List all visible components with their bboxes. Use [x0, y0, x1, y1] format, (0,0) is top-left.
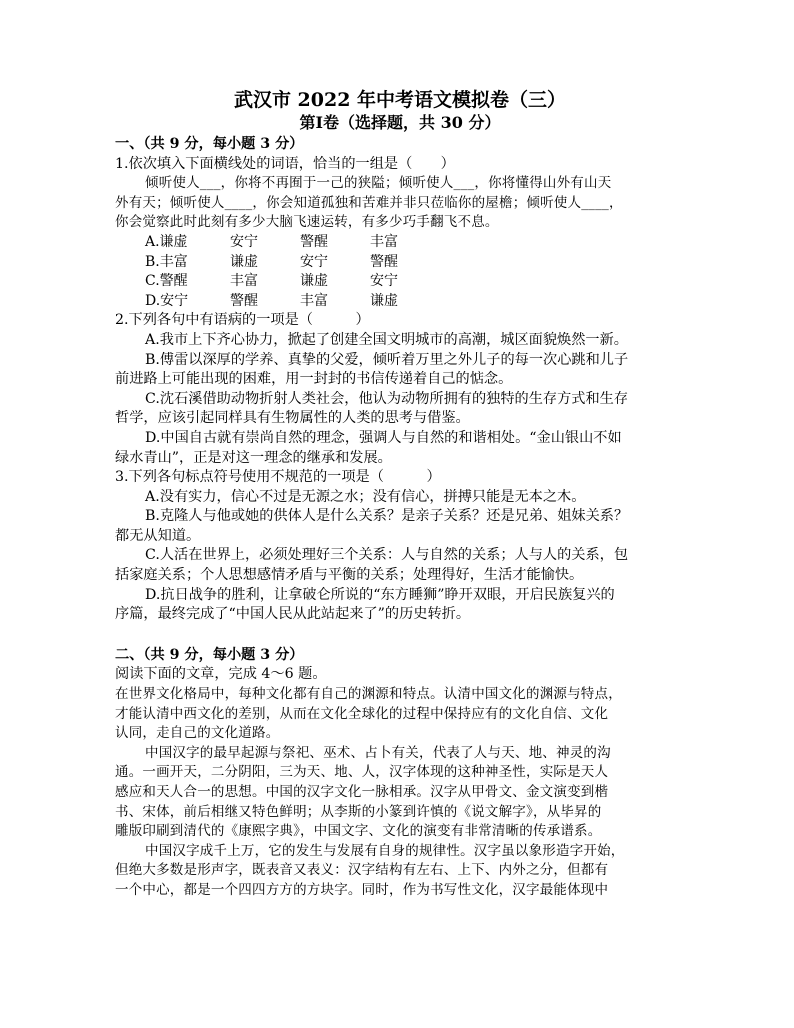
question-2-option-b-cont: 前进路上可能出现的困难，用一封封的书信传递着自己的惦念。	[115, 371, 513, 388]
page-subtitle: 第Ⅰ卷（选择题，共 30 分）	[299, 113, 501, 132]
question-1-option-c: C.警醒 丰富 谦虚 安宁	[145, 273, 398, 290]
question-2-option-d: D.中国自古就有崇尚自然的理念，强调人与自然的和谐相处。“金山银山不如	[145, 429, 622, 446]
article-line: 中国汉字的最早起源与祭祀、巫术、占卜有关，代表了人与天、地、神灵的沟	[145, 744, 611, 761]
question-2-option-b: B.傅雷以深厚的学养、真挚的父爱，倾听着万里之外儿子的每一次心跳和儿子	[145, 351, 629, 368]
question-2-option-a: A.我市上下齐心协力，掀起了创建全国文明城市的高潮，城区面貌焕然一新。	[145, 331, 628, 348]
question-2-option-d-cont: 绿水青山”，正是对这一理念的继承和发展。	[115, 449, 392, 466]
question-3-option-b-cont: 都无从知道。	[115, 527, 201, 544]
article-line: 但绝大多数是形声字，既表音又表义：汉字结构有左右、上下、内外之分，但都有	[115, 862, 609, 879]
article-line: 雕版印刷到清代的《康熙字典》，中国文字、文化的演变有非常清晰的传承谱系。	[115, 823, 602, 840]
question-3-option-b: B.克隆人与他或她的供体人是什么关系？是亲子关系？还是兄弟、姐妹关系？	[145, 508, 629, 525]
question-3-option-a: A.没有实力，信心不过是无源之水；没有信心，拼搏只能是无本之木。	[145, 488, 586, 505]
question-1-option-a: A.谦虚 安宁 警醒 丰富	[145, 233, 398, 250]
article-line: 通。一画开天，二分阴阳，三为天、地、人，汉字体现的这种神圣性，实际是天人	[115, 764, 609, 781]
article-line: 书、宋体，前后相继又特色鲜明；从李斯的小篆到许慎的《说文解字》，从毕昇的	[115, 803, 602, 820]
article-line: 认同，走自己的文化道路。	[115, 725, 280, 742]
section-2-header: 二、（共 9 分，每小题 3 分）	[115, 646, 304, 663]
section-gap	[115, 625, 685, 646]
question-2-option-c: C.沈石溪借助动物折射人类社会，他认为动物所拥有的独特的生存方式和生存	[145, 390, 629, 407]
article-line: 感应和天人合一的思想。中国的汉字文化一脉相承。汉字从甲骨文、金文演变到楷	[115, 784, 609, 800]
article-line: 才能认清中西文化的差别，从而在文化全球化的过程中保持应有的文化自信、文化	[115, 705, 609, 722]
article-line: 一个中心，都是一个四四方方的方块字。同时，作为书写性文化，汉字最能体现中	[115, 881, 609, 898]
page-title: 武汉市 2022 年中考语文模拟卷（三）	[233, 89, 567, 111]
question-1-passage-line: 倾听使人___，你将不再囿于一己的狭隘；倾听使人___，你将懂得山外有山天	[145, 175, 612, 192]
question-1-passage-line: 外有天；倾听使人____，你会知道孤独和苦难并非只莅临你的屋檐；倾听使人____，	[115, 194, 623, 211]
question-1-passage-line: 你会觉察此时此刻有多少大脑飞速运转，有多少巧手翻飞不息。	[115, 214, 499, 231]
question-2-stem: 2.下列各句中有语病的一项是（ ）	[115, 312, 370, 329]
question-3-option-d: D.抗日战争的胜利，让拿破仑所说的“东方睡狮”睁开双眼，开启民族复兴的	[145, 586, 615, 603]
article-line: 在世界文化格局中，每种文化都有自己的渊源和特点。认清中国文化的渊源与特点，	[115, 686, 622, 703]
section-1-header: 一、（共 9 分，每小题 3 分）	[115, 136, 304, 152]
question-3-option-c-cont: 括家庭关系；个人思想感情矛盾与平衡的关系；处理得好，生活才能愉快。	[115, 567, 584, 584]
question-1-option-d: D.安宁 警醒 丰富 谦虚	[145, 292, 398, 309]
exam-page	[115, 88, 685, 901]
question-3-option-d-cont: 序篇，最终完成了“中国人民从此站起来了”的历史转折。	[115, 606, 471, 623]
reading-instruction: 阅读下面的文章，完成 4～6 题。	[115, 666, 327, 683]
question-2-option-c-cont: 哲学，应该引起同样具有生物属性的人类的思考与借鉴。	[115, 410, 470, 427]
article-line: 中国汉字成千上万，它的发生与发展有自身的规律性。汉字虽以象形造字开始，	[145, 842, 625, 859]
question-1-option-b: B.丰富 谦虚 安宁 警醒	[145, 253, 398, 270]
question-3-option-c: C.人活在世界上，必须处理好三个关系：人与自然的关系；人与人的关系，包	[145, 547, 629, 564]
question-1-stem: 1.依次填入下面横线处的词语，恰当的一组是（ ）	[115, 155, 455, 172]
question-3-stem: 3.下列各句标点符号使用不规范的一项是（ ）	[115, 469, 441, 486]
